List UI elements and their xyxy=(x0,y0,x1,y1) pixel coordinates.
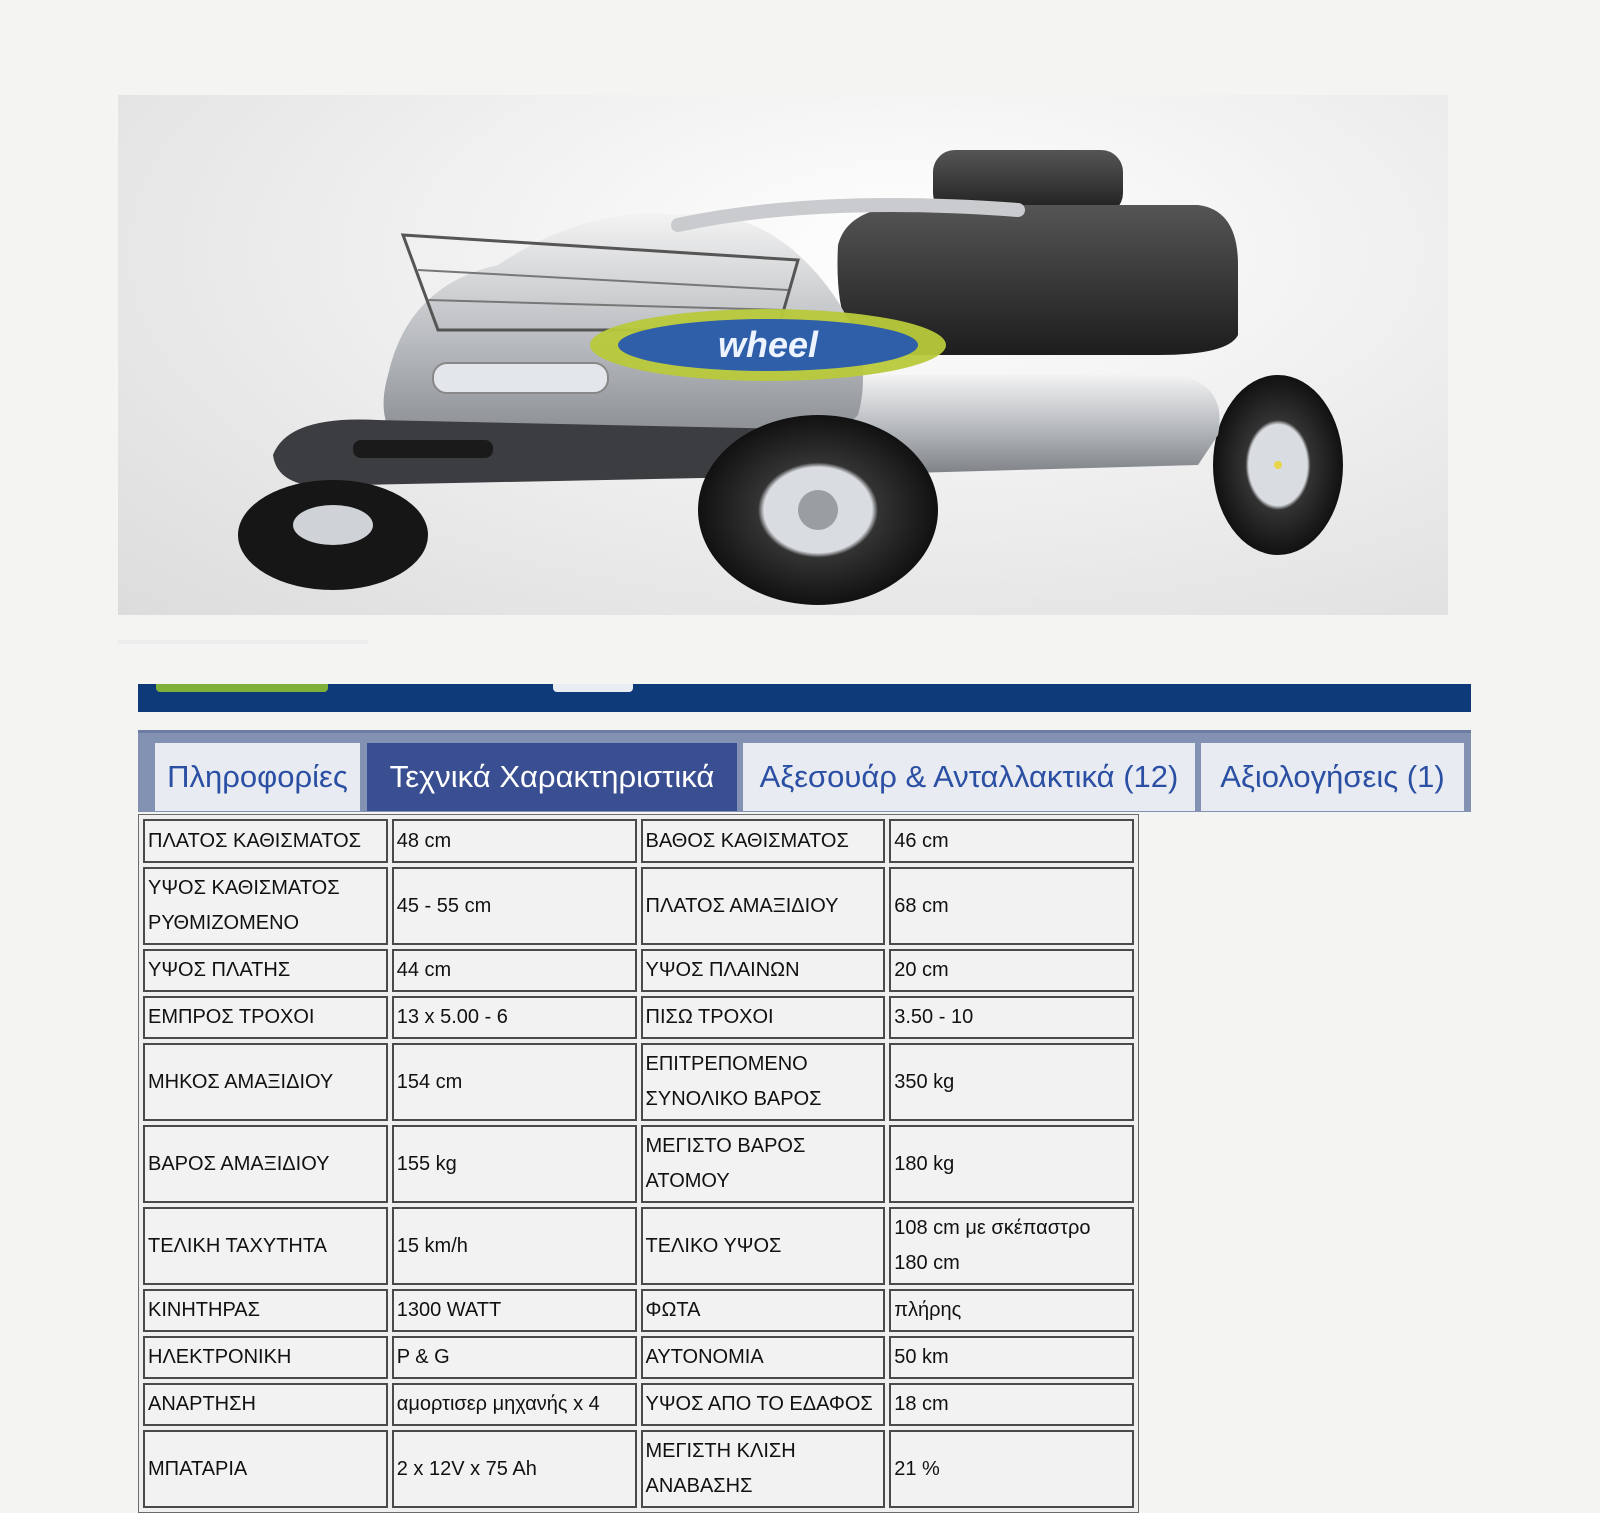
table-row xyxy=(143,1336,1134,1379)
spec-value-cell: 3.50 - 10 xyxy=(889,996,1134,1039)
spec-label-cell: ΠΙΣΩ ΤΡΟΧΟΙ xyxy=(641,996,886,1039)
tab-information[interactable]: Πληροφορίες xyxy=(155,743,360,811)
nav-white-tab[interactable] xyxy=(553,684,633,692)
spec-value-cell: 21 % xyxy=(889,1430,1134,1508)
table-row xyxy=(143,949,1134,992)
nav-bar xyxy=(138,684,1471,712)
spec-label-cell: ΒΑΘΟΣ ΚΑΘΙΣΜΑΤΟΣ xyxy=(641,819,886,863)
spec-label-cell: ΠΛΑΤΟΣ ΚΑΘΙΣΜΑΤΟΣ xyxy=(143,819,388,863)
image-divider xyxy=(118,640,368,644)
spec-value-cell: 1300 WATT xyxy=(392,1289,637,1332)
nav-green-tab[interactable] xyxy=(156,684,328,692)
spec-label-cell: ΥΨΟΣ ΠΛΑΙΝΩΝ xyxy=(641,949,886,992)
spec-label-cell: ΗΛΕΚΤΡΟΝΙΚΗ xyxy=(143,1336,388,1379)
spec-value-cell: 20 cm xyxy=(889,949,1134,992)
spec-label-cell: ΒΑΡΟΣ ΑΜΑΞΙΔΙΟΥ xyxy=(143,1125,388,1203)
spec-value-cell: 48 cm xyxy=(392,819,637,863)
spec-value-cell: P & G xyxy=(392,1336,637,1379)
spec-value-cell: 44 cm xyxy=(392,949,637,992)
spec-label-cell: ΤΕΛΙΚΟ ΥΨΟΣ xyxy=(641,1207,886,1285)
spec-value-cell: 2 x 12V x 75 Ah xyxy=(392,1430,637,1508)
spec-value-cell: 18 cm xyxy=(889,1383,1134,1426)
spec-label-cell: ΜΠΑΤΑΡΙΑ xyxy=(143,1430,388,1508)
table-row xyxy=(143,1430,1134,1508)
spec-label-cell: ΕΠΙΤΡΕΠΟΜΕΝΟ ΣΥΝΟΛΙΚΟ ΒΑΡΟΣ xyxy=(641,1043,886,1121)
spec-value-cell: 50 km xyxy=(889,1336,1134,1379)
spec-value-cell: 13 x 5.00 - 6 xyxy=(392,996,637,1039)
spec-label-cell: ΠΛΑΤΟΣ ΑΜΑΞΙΔΙΟΥ xyxy=(641,867,886,945)
table-row xyxy=(143,1383,1134,1426)
spec-label-cell: ΜΕΓΙΣΤΗ ΚΛΙΣΗ ΑΝΑΒΑΣΗΣ xyxy=(641,1430,886,1508)
table-row xyxy=(143,867,1134,945)
scooter-illustration xyxy=(118,95,1448,615)
table-row xyxy=(143,1207,1134,1285)
table-row xyxy=(143,1125,1134,1203)
spec-value-cell: αμορτισερ μηχανής x 4 xyxy=(392,1383,637,1426)
tab-technical-specs[interactable]: Τεχνικά Χαρακτηριστικά xyxy=(367,743,737,811)
table-row xyxy=(143,996,1134,1039)
spec-label-cell: ΥΨΟΣ ΑΠΟ ΤΟ ΕΔΑΦΟΣ xyxy=(641,1383,886,1426)
table-row xyxy=(143,1289,1134,1332)
tab-reviews[interactable]: Αξιολογήσεις (1) xyxy=(1201,743,1464,811)
specs-table-body xyxy=(143,819,1134,1508)
table-row xyxy=(143,819,1134,863)
spec-label-cell: ΜΕΓΙΣΤΟ ΒΑΡΟΣ ΑΤΟΜΟΥ xyxy=(641,1125,886,1203)
spec-value-cell: 68 cm xyxy=(889,867,1134,945)
spec-label-cell: ΥΨΟΣ ΠΛΑΤΗΣ xyxy=(143,949,388,992)
spec-label-cell: ΑΝΑΡΤΗΣΗ xyxy=(143,1383,388,1426)
product-image xyxy=(118,95,1448,615)
spec-value-cell: 155 kg xyxy=(392,1125,637,1203)
table-row xyxy=(143,1043,1134,1121)
spec-value-cell: 180 kg xyxy=(889,1125,1134,1203)
spec-label-cell: ΥΨΟΣ ΚΑΘΙΣΜΑΤΟΣ ΡΥΘΜΙΖΟΜΕΝΟ xyxy=(143,867,388,945)
spec-label-cell: ΦΩΤΑ xyxy=(641,1289,886,1332)
brand-logo: wheel xyxy=(717,324,819,365)
tab-accessories-parts[interactable]: Αξεσουάρ & Ανταλλακτικά (12) xyxy=(743,743,1195,811)
spec-value-cell: 15 km/h xyxy=(392,1207,637,1285)
spec-value-cell: 154 cm xyxy=(392,1043,637,1121)
spec-value-cell: 46 cm xyxy=(889,819,1134,863)
spec-label-cell: ΜΗΚΟΣ ΑΜΑΞΙΔΙΟΥ xyxy=(143,1043,388,1121)
product-tabs xyxy=(138,730,1471,812)
spec-label-cell: ΑΥΤΟΝΟΜΙΑ xyxy=(641,1336,886,1379)
spec-value-cell: 350 kg xyxy=(889,1043,1134,1121)
spec-label-cell: ΕΜΠΡΟΣ ΤΡΟΧΟΙ xyxy=(143,996,388,1039)
specs-table xyxy=(138,814,1139,1513)
spec-value-cell: 108 cm με σκέπαστρο 180 cm xyxy=(889,1207,1134,1285)
spec-label-cell: ΚΙΝΗΤΗΡΑΣ xyxy=(143,1289,388,1332)
spec-value-cell: πλήρης xyxy=(889,1289,1134,1332)
spec-label-cell: ΤΕΛΙΚΗ ΤΑΧΥΤΗΤΑ xyxy=(143,1207,388,1285)
spec-value-cell: 45 - 55 cm xyxy=(392,867,637,945)
